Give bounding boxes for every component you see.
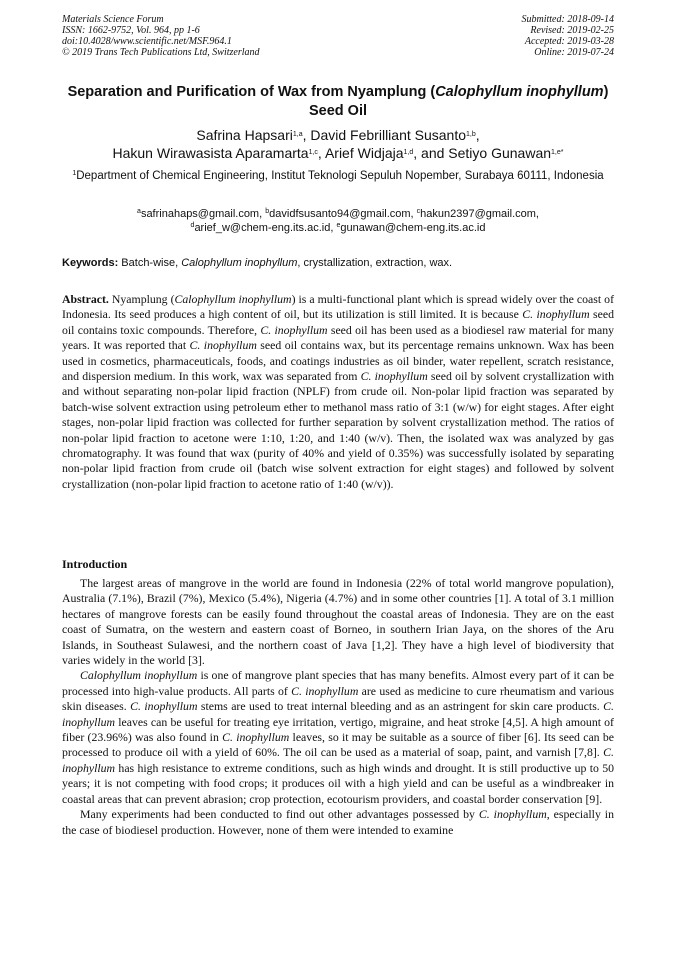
abstract bbox=[62, 292, 614, 492]
author-superscript: 1,c bbox=[308, 149, 318, 156]
journal-doi: doi:10.4028/www.scientific.net/MSF.964.1 bbox=[62, 36, 232, 47]
abstract-body bbox=[62, 292, 614, 491]
text-run: stems are used to treat internal bleeding and as an astringent for skin care products. bbox=[197, 699, 604, 714]
author-emails: $^a$safrinahaps@gmail.com, $^b$davidfsusanto94@gmail.com, $^c$hakun2397@gmail.com, $^d$arief_w@chem-eng.its.ac.id, $^e$gunawan@chem-eng.its.ac.id bbox=[137, 208, 539, 234]
email-address[interactable]: safrinahaps@gmail.com bbox=[140, 208, 260, 220]
journal-name: Materials Science Forum bbox=[62, 14, 164, 25]
publication-dates bbox=[522, 14, 615, 58]
author-superscript: 1,d bbox=[403, 149, 414, 156]
italic-term: C. inophyllum bbox=[189, 338, 257, 353]
paragraph bbox=[62, 807, 614, 838]
affiliation bbox=[62, 169, 614, 183]
text-run: leaves, so it may be suitable as a source of fiber [6]. Its seed can be processed to produce oil with a yield of 60%. The oil can be used as a material of soap, paint, and varnish [7,8]. bbox=[62, 730, 614, 760]
italic-term: C. inophyllum bbox=[522, 307, 590, 322]
keywords bbox=[62, 256, 614, 270]
introduction-body bbox=[62, 576, 614, 838]
title-part2: ) Seed Oil bbox=[308, 84, 609, 119]
author-name: David Febrilliant Susanto bbox=[310, 127, 467, 143]
author-separator: , and bbox=[413, 145, 449, 161]
author-separator: , bbox=[475, 127, 480, 143]
author-superscript: 1,a bbox=[292, 131, 303, 138]
text-run: ) is a multi-functional plant which is spread widely over the coast of Indonesia. Its seed produces a high content of oil, but its utilization is still limited. It is because bbox=[62, 292, 614, 322]
italic-term: C. inophyllum bbox=[478, 807, 547, 822]
keywords-label: Keywords: bbox=[62, 257, 119, 269]
text-run: are used as medicine to cure rheumatism and various skin diseases. bbox=[62, 683, 615, 714]
email-address[interactable]: gunawan@chem-eng.its.ac.id bbox=[340, 222, 486, 234]
email-superscript: e bbox=[336, 222, 341, 229]
text-run: leaves can be useful for treating eye irritation, vertigo, migraine, and heat stroke [4,5]. A high amount of fiber (23.96%) was also found in bbox=[62, 714, 614, 745]
text-run: Many experiments had been conducted to find out other advantages possessed by bbox=[80, 807, 479, 822]
date-submitted: Submitted: 2018-09-14 bbox=[521, 14, 614, 25]
text-run: has high resistance to extreme conditions, such as high winds and drought. It is still productive up to 50 years; it is not competing with food crops; it produces oil with a high yield and can be useful as a windbreaker in coastal areas that can prevent abrasion; crop protection, ecotourism providers, and coastal border conservation [9]. bbox=[62, 760, 614, 806]
journal-info bbox=[62, 14, 260, 58]
italic-term: C. inophyllum bbox=[62, 699, 614, 729]
italic-term: C. inophyllum bbox=[291, 683, 359, 698]
journal-copyright: © 2019 Trans Tech Publications Ltd, Switzerland bbox=[62, 47, 260, 58]
italic-term: C. inophyllum bbox=[260, 322, 328, 337]
author-name: Safrina Hapsari bbox=[196, 127, 293, 143]
paragraph bbox=[62, 576, 614, 668]
email-address[interactable]: arief_w@chem-eng.its.ac.id bbox=[194, 222, 331, 234]
abstract-label: Abstract. bbox=[62, 292, 109, 306]
title-species: Calophyllum inophyllum bbox=[435, 84, 604, 100]
date-accepted: Accepted: 2019-03-28 bbox=[524, 36, 614, 47]
author-name: Arief Widjaja bbox=[324, 145, 404, 161]
author-superscript: 1,b bbox=[466, 131, 476, 138]
email-address[interactable]: davidfsusanto94@gmail.com bbox=[269, 208, 411, 220]
email-superscript: b bbox=[265, 208, 270, 215]
text-run: Nyamplung ( bbox=[108, 292, 175, 306]
italic-term: C. inophyllum bbox=[222, 730, 290, 745]
author-separator: , bbox=[302, 127, 311, 143]
text-run: , especially in the case of biodiesel production. However, none of them were intended to examine bbox=[62, 807, 614, 837]
journal-issn: ISSN: 1662-9752, Vol. 964, pp 1-6 bbox=[62, 25, 200, 36]
author-list bbox=[62, 126, 614, 162]
text-run: is one of mangrove plant species that has many benefits. Almost every part of it can be processed into high-value products. All parts of bbox=[62, 668, 614, 698]
email-superscript: d bbox=[190, 222, 195, 229]
introduction-heading: Introduction bbox=[62, 557, 128, 571]
email-superscript: c bbox=[416, 208, 421, 215]
title-part1: Separation and Purification of Wax from Nyamplung ( bbox=[67, 84, 436, 100]
keywords-pre: Batch-wise, bbox=[118, 257, 182, 269]
paragraph bbox=[62, 668, 614, 807]
text-run: seed oil contains toxic compounds. Therefore, bbox=[62, 307, 614, 337]
author-superscript: 1,e* bbox=[551, 149, 564, 156]
email-address[interactable]: hakun2397@gmail.com bbox=[420, 208, 536, 220]
affiliation-text: Department of Chemical Engineering, Institut Teknologi Sepuluh Nopember, Surabaya 60111, Indonesia bbox=[76, 170, 604, 182]
paper-title bbox=[62, 83, 614, 121]
italic-term: C. inophyllum bbox=[62, 745, 614, 775]
italic-term: C. inophyllum bbox=[130, 699, 198, 714]
keywords-species: Calophyllum inophyllum bbox=[181, 257, 298, 269]
text-run: seed oil by solvent crystallization with and without separating non-polar lipid fraction (NPLF) from crude oil. Non-polar lipid fraction was separated by batch-wise solvent extraction using petroleum ether to methanol mass ratio of 3:1 (w/w) for eight stages. After eight stages, non-polar lipid fraction was collected for further separation by solvent crystallization method. The ratios of non-polar lipid fraction to acetone were 1:10, 1:20, and 1:40 (w/v). Then, the isolated wax was analyzed by gas chromatography. It was found that wax (purity of 40% and yield of 0.35%) was successfully isolated by separating non-polar lipid fraction from crude oil (batch wise solvent extraction for eight stages) and followed by solvent crystallization (non-polar lipid fraction to acetone ratio of 1:40 (w/v)). bbox=[62, 369, 614, 491]
affiliation-superscript: 1 bbox=[72, 170, 77, 177]
italic-term: Calophyllum inophyllum bbox=[80, 668, 198, 683]
author-name: Hakun Wirawasista Aparamarta bbox=[112, 145, 309, 161]
email-superscript: a bbox=[137, 208, 141, 215]
date-online: Online: 2019-07-24 bbox=[534, 47, 614, 58]
author-name: Setiyo Gunawan bbox=[448, 145, 552, 161]
keywords-post: , crystallization, extraction, wax. bbox=[297, 257, 453, 269]
text-run: The largest areas of mangrove in the world are found in Indonesia (22% of total world mangrove population), Australia (7.1%), Brazil (7%), Mexico (5.4%), Nigeria (4.7%) and in some other countries [1]. A total of 3.1 million hectares of mangrove forests can be easily found throughout the coastal areas of Indonesia. They are on the east coast of Sumatra, on the western and eastern coast of Borneo, in southern Irian Jaya, on the shores of the Aru Islands, in Southeast Sulawesi, and the northern coast of Java [1,2]. They have a high level of biodiversity that varies widely in the world [3]. bbox=[62, 576, 614, 668]
italic-term: C. inophyllum bbox=[360, 369, 428, 384]
text-run: seed oil contains wax, but its percentage remains unknown. Wax has been used in cosmetics, pharmaceuticals, foods, and coatings industries as oil binder, water repellent, scratch resistance, and dispersion medium. In this work, wax was separated from bbox=[62, 338, 614, 384]
date-revised: Revised: 2019-02-25 bbox=[530, 25, 614, 36]
author-separator: , bbox=[317, 145, 325, 161]
italic-term: Calophyllum inophyllum bbox=[174, 292, 292, 306]
text-run: seed oil has been used as a biodiesel raw material for many years. It was reported that bbox=[62, 322, 614, 353]
